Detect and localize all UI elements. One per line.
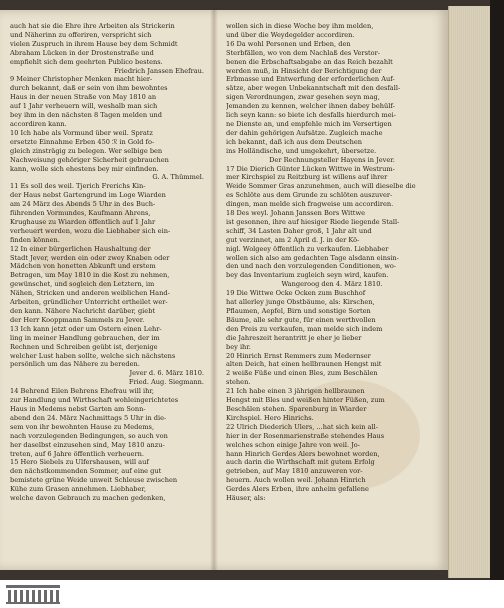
text-line: schiff, 34 Lasten Daher groß, 1 Jahr alt und (226, 226, 372, 235)
text-line: nach vorzulegenden Bedingungen, so auch von (10, 431, 168, 440)
text-line: alten Deich, hat einen hellbraunen Hengst mit (226, 360, 382, 369)
text-line: der Herr Kooppmann Sammels zu Jever. (10, 315, 145, 324)
text-line: benen die Erbschaftsabgabe an das Reich bezahlt (226, 57, 393, 66)
text-line: Kühe zum Grasen annehmen. Liebhaber, (10, 485, 146, 494)
left-text-column (10, 22, 208, 570)
text-line: Beschälen stehen. Sparenburg in Wiarder (226, 404, 367, 413)
text-line: welche davon Gebrauch zu machen gedenken, (10, 494, 166, 503)
text-line: finden können. (10, 235, 60, 244)
text-line: getrieben, auf May 1810 anzuweren vor- (226, 467, 363, 476)
text-line: ist gesonnen, ihre auf hiesiger Riede liegende Stall- (226, 217, 400, 226)
text-line: werden muß, in Hinsicht der Berichtigung der (226, 66, 382, 75)
text-line: wollen sich also am gedachten Tage alsdann einsin- (226, 253, 399, 262)
text-line: ersetzte Einnahme Erben 450 ℛ in Gold fo- (10, 137, 155, 146)
text-line: Haus in Medems nebst Garten am Sonn- (10, 404, 146, 413)
text-line: Wangeroog den 4. März 1810. (281, 280, 383, 289)
text-line: Kirchspiel. Hero Hinrichs. (226, 413, 314, 422)
text-line: 11 Es soll des weil. Tjerich Frerichs Kin- (10, 182, 146, 191)
text-line: kann, wolle sich ehestens bey mir einfinden. (10, 164, 159, 173)
text-line: sem von ihr bewohnten Hause zu Medems, (10, 422, 155, 431)
text-line: heuern. Auch wollen weil. Johann Hinrich (226, 476, 366, 485)
text-line: her daselbst einzusehen sind, May 1810 anzu- (10, 440, 165, 449)
text-line: den kann. Nähere Nachricht darüber, giebt (10, 307, 156, 315)
text-line: den Preis zu verkaufen, man melde sich indem (226, 324, 383, 333)
text-line: bey ihm in den nächsten 8 Tagen melden und (10, 111, 162, 120)
text-line: 17 Die Dierich Günter Lücken Wittwe in Westrum- (226, 164, 395, 173)
text-line: Hengst mit Bles und weißen hinter Füßen, zum (226, 396, 385, 405)
text-line: hat allerley junge Obstbäume, als: Kirschen, (226, 298, 375, 307)
text-line: Friedrich Janssen Ehefrau. (114, 66, 204, 75)
text-line: auch hat sie die Ehre ihre Arbeiten als Strickerin (10, 22, 175, 30)
text-line: 13 Ich kann jetzt oder um Ostern einen Lehr- (10, 324, 162, 333)
text-line: bemistete grüne Weide unweit Schleuse zwischen (10, 476, 178, 485)
text-line: Jemanden zu kennen, welcher ihnen dabey behülf- (226, 102, 395, 111)
text-line: Gerdes Alers Erben, ihre anheim gefallene (226, 485, 369, 494)
text-line: 9 Meiner Christopher Menken macht hier- (10, 75, 153, 84)
text-line: ling in meiner Handlung gebrauchen, der im (10, 333, 160, 342)
text-line: Weide Sommer Gras anzunehmen, auch will dieselbe die (226, 182, 416, 191)
text-line: sigen Verordnungen, zwar gesehen seyn mag, (226, 93, 380, 102)
text-line: 2 weiße Füße und einen Bles, zum Beschälen (226, 369, 378, 378)
text-line: Nachweisung gehöriger Sicherheit gebrauchen (10, 155, 169, 164)
text-line: welcher Lust haben sollte, welche sich nächstens (10, 351, 176, 360)
text-line: bey das Inventarium zugleich seyn wird, kaufen. (226, 271, 389, 280)
page-edges (448, 6, 491, 578)
text-line: Haus in der neuen Straße von May 1810 an (10, 93, 157, 102)
text-line: mer Kirchspiel zu Reitzburg ist willens auf ihrer (226, 173, 388, 182)
text-line: 16 Da wohl Personen und Erben, den (226, 39, 351, 48)
text-line: der Haus nebst Gartengrund im Loge Wiarden (10, 191, 166, 200)
text-line: 22 Ulrich Diederich Ulers, ...hat sich kein all- (226, 422, 378, 431)
text-line: ins Holländische, und umgekehrt, übersetze. (226, 146, 377, 155)
text-line: Bäume, alle sehr gute, für einen werthvollen (226, 315, 376, 324)
text-line: 10 Ich habe als Vormund über weil. Spratz (10, 128, 153, 137)
text-line: gleich zinsträgig zu belegen. Wer selbige ben (10, 146, 163, 155)
text-line: und über die Weydegelder accordiren. (226, 30, 355, 39)
text-line: treten, auf 6 Jahre öffentlich verheuern. (10, 449, 144, 458)
text-line: Rechnen und Schreiben geübt ist, derjenige (10, 342, 158, 351)
text-line: den und nach den vorzulegenden Conditionen, wo- (226, 262, 397, 271)
text-line: 20 Hinrich Ernst Remmers zum Medernser (226, 351, 371, 360)
text-line: Fried. Aug. Siegmann. (128, 378, 204, 387)
text-line: der dahin gehörigen Aufsätze. Zugleich mache (226, 128, 383, 137)
right-text-column (226, 22, 438, 570)
text-line: gewünschet, und sogleich den Letztern, im (10, 280, 155, 289)
text-line: bey ihr. (226, 342, 251, 351)
text-line: Krughause zu Wiarden öffentlich auf 1 Jahr (10, 217, 156, 226)
text-line: verheuert werden, wozu die Liebhaber sich ein- (10, 226, 171, 235)
text-line: Mädchen von honetten Abkunft und erstem (10, 262, 156, 271)
viewer-footer (0, 580, 504, 608)
text-line: am 24 März des Abends 5 Uhr in des Buch- (10, 200, 156, 209)
text-line: lich seyn kann: so biete ich desfalls hierdurch mei- (226, 111, 396, 120)
text-line: gut verzinnet, am 2 April d. J. in der Kö- (226, 235, 360, 244)
text-line: empfiehlt sich dem geehrten Publico bestens. (10, 57, 163, 66)
library-logo-icon (4, 582, 62, 606)
text-line: Betragen, um May 1810 in die Kost zu nehmen, (10, 271, 170, 280)
text-line: abend den 24. März Nachmittags 5 Uhr in die- (10, 413, 167, 422)
text-line: ich bekannt, daß ich aus dem Deutschen (226, 137, 363, 146)
text-line: führenden Vormundes, Kaufmann Ahrens, (10, 209, 151, 218)
text-line: Jever d. 6. März 1810. (129, 369, 204, 378)
text-line: es Schlöte aus dem Grunde zu schlöten auszuver- (226, 191, 393, 200)
text-line: 14 Behrend Eilen Behrens Ehefrau will ihr, (10, 387, 154, 396)
text-line: Stadt Jever, werden ein oder zwey Knaben oder (10, 253, 170, 262)
text-line: wollen sich in diese Woche bey ihm melden, (226, 22, 374, 30)
text-line: auf 1 Jahr verheuern will, weshalb man sich (10, 102, 158, 111)
text-line: Häuser, als: (226, 494, 266, 503)
text-line: 15 Hero Siebels zu Ulfershausen, will auf (10, 458, 149, 467)
text-line: Der Rechnungsteller Hayens in Jever. (269, 155, 395, 164)
text-line: 19 Die Wittwe Ocke Ocken zum Buschhof (226, 289, 366, 298)
text-line: 12 In einer bürgerlichen Haushaltung der (10, 244, 151, 253)
text-line: accordiren kann. (10, 119, 67, 128)
text-line: stehen. (226, 378, 251, 387)
gutter-shadow (210, 10, 218, 570)
text-line: Erbmasse und Entwerfung der erforderlichen Auf- (226, 75, 395, 84)
text-line: vielen Zuspruch in ihrem Hause bey dem Schmidt (10, 39, 178, 48)
text-line: nigl. Wolgeey öffentlich zu verkaufen. Liebhaber (226, 244, 389, 253)
text-line: sätze, aber wegen Unbekanntschaft mit den desfall- (226, 84, 401, 93)
text-line: hann Hinrich Gerdes Alers bewohnet worden, (226, 449, 380, 458)
text-line: Pflaumen, Aepfel, Birn und sonstige Sorten (226, 307, 371, 315)
text-line: persönlich um das Nähere zu bereden. (10, 360, 140, 369)
text-line: dingen, man melde sich fragweise um accordiren. (226, 200, 394, 209)
text-line: die Jahreszeit herantritt je eher je lieber (226, 333, 362, 342)
text-line: den nächstkommenden Sommer, auf eine gut (10, 467, 162, 476)
book-cover-edge (490, 0, 504, 580)
text-line: Arbeiten, gründlicher Unterricht ertheilet wer- (10, 298, 168, 307)
text-line: auch darin die Wirthschaft mit gutem Erfolg (226, 458, 375, 467)
text-line: und Näherinn zu offeriren, verspricht sich (10, 30, 152, 39)
text-line: zur Handlung und Wirthschaft wohleingerichtetes (10, 396, 179, 405)
text-line: 21 Ich habe einen 3 jährigen hellbraunen (226, 387, 365, 396)
text-line: hier in der Rosenmarienstraße stehendes Haus (226, 431, 385, 440)
text-line: Nähen, Stricken und anderen weiblichen Hand- (10, 289, 170, 298)
text-line: ne Dienste an, und empfehle mich im Versertigen (226, 119, 392, 128)
text-line: durch bekannt, daß er sein von ihm bewohntes (10, 84, 168, 93)
text-line: Sterbfällen, wo von dem Nachlaß des Verstor- (226, 48, 380, 57)
text-line: G. A. Thümmel. (152, 173, 204, 182)
text-line: Abraham Lücken in der Drostenstraße und (10, 48, 154, 57)
text-line: 18 Des weyl. Johann Janssen Bors Wittwe (226, 209, 366, 218)
text-line: welches schon einige Jahre von weil. Jo- (226, 440, 361, 449)
